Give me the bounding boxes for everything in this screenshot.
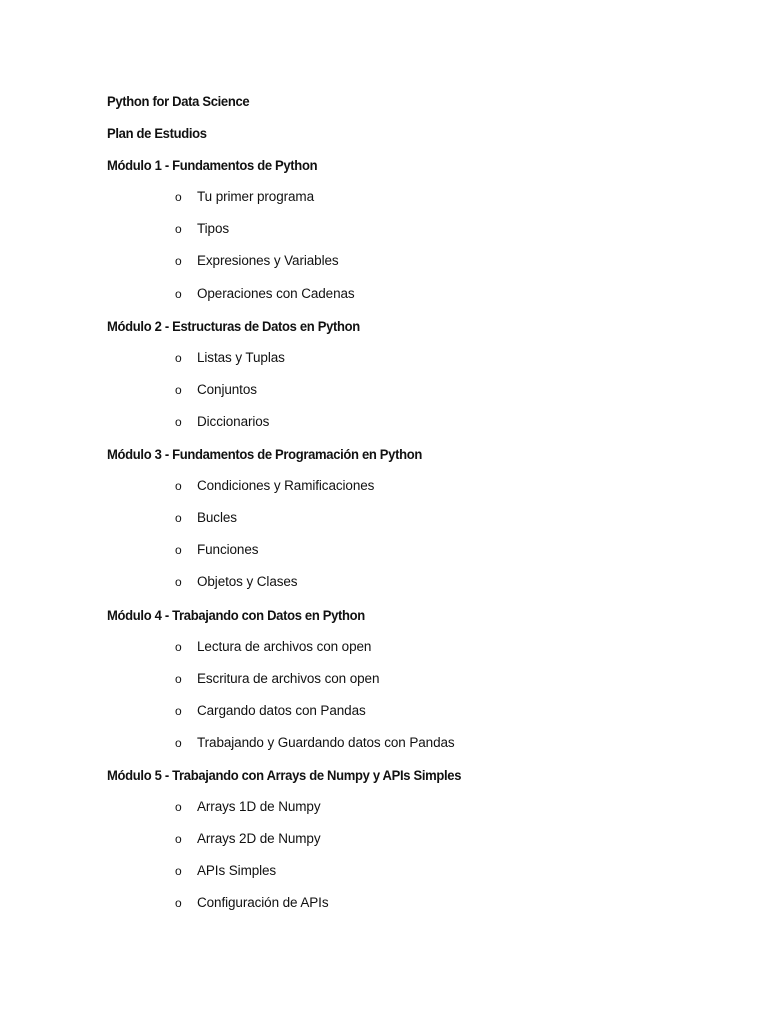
bullet-icon: o <box>175 639 182 654</box>
bullet-icon: o <box>175 800 182 815</box>
module-title-5: Módulo 5 - Trabajando con Arrays de Numpy y APIs Simples <box>107 766 462 783</box>
module-title-4: Módulo 4 - Trabajando con Datos en Python <box>107 606 365 623</box>
list-item <box>107 186 727 218</box>
list-item <box>107 860 727 892</box>
list-item <box>107 283 727 315</box>
bullet-icon: o <box>175 222 182 237</box>
list-item-text: Lectura de archivos con open <box>197 638 372 654</box>
list-item-text: Cargando datos con Pandas <box>197 702 366 718</box>
list-item-text: Trabajando y Guardando datos con Pandas <box>197 734 455 750</box>
list-item <box>107 636 727 668</box>
list-item <box>107 347 727 379</box>
list-item-text: Conjuntos <box>197 381 257 397</box>
list-item <box>107 732 727 764</box>
list-item-text: Diccionarios <box>197 413 270 429</box>
list-item-text: Configuración de APIs <box>197 895 329 911</box>
list-item-text: Operaciones con Cadenas <box>197 285 355 301</box>
list-item <box>107 892 727 924</box>
bullet-icon: o <box>175 254 182 269</box>
list-item-text: Arrays 1D de Numpy <box>197 799 321 815</box>
list-item-text: Condiciones y Ramificaciones <box>197 478 375 494</box>
bullet-icon: o <box>175 543 182 558</box>
bullet-icon: o <box>175 479 182 494</box>
bullet-icon: o <box>175 896 182 911</box>
list-item-text: Tu primer programa <box>197 189 314 205</box>
document-subtitle: Plan de Estudios <box>107 125 207 142</box>
bullet-icon: o <box>175 286 182 301</box>
list-item <box>107 411 727 443</box>
bullet-icon: o <box>175 382 182 397</box>
bullet-icon: o <box>175 511 182 526</box>
bullet-icon: o <box>175 190 182 205</box>
bullet-icon: o <box>175 864 182 879</box>
list-item <box>107 828 727 860</box>
bullet-icon: o <box>175 703 182 718</box>
list-item-text: Funciones <box>197 542 259 558</box>
list-item <box>107 571 727 603</box>
list-item-text: Objetos y Clases <box>197 574 298 590</box>
bullet-icon: o <box>175 671 182 686</box>
list-item <box>107 796 727 828</box>
bullet-icon: o <box>175 350 182 365</box>
list-item <box>107 539 727 571</box>
list-item-text: APIs Simples <box>197 863 277 879</box>
bullet-icon: o <box>175 575 182 590</box>
list-item <box>107 475 727 507</box>
list-item-text: Tipos <box>197 221 230 237</box>
list-item <box>107 379 727 411</box>
module-title-3: Módulo 3 - Fundamentos de Programación en Python <box>107 446 422 463</box>
list-item <box>107 700 727 732</box>
list-item <box>107 668 727 700</box>
bullet-icon: o <box>175 414 182 429</box>
list-item-text: Escritura de archivos con open <box>197 670 380 686</box>
module-title-1: Módulo 1 - Fundamentos de Python <box>107 157 318 174</box>
bullet-icon: o <box>175 832 182 847</box>
list-item-text: Expresiones y Variables <box>197 253 339 269</box>
list-item <box>107 218 727 250</box>
list-item-text: Bucles <box>197 510 237 526</box>
module-list <box>107 154 727 924</box>
list-item-text: Listas y Tuplas <box>197 349 285 365</box>
bullet-icon: o <box>175 735 182 750</box>
list-item <box>107 250 727 282</box>
document-body <box>107 90 727 924</box>
module-title-2: Módulo 2 - Estructuras de Datos en Python <box>107 317 360 334</box>
document-title: Python for Data Science <box>107 93 250 109</box>
list-item-text: Arrays 2D de Numpy <box>197 831 321 847</box>
list-item <box>107 507 727 539</box>
